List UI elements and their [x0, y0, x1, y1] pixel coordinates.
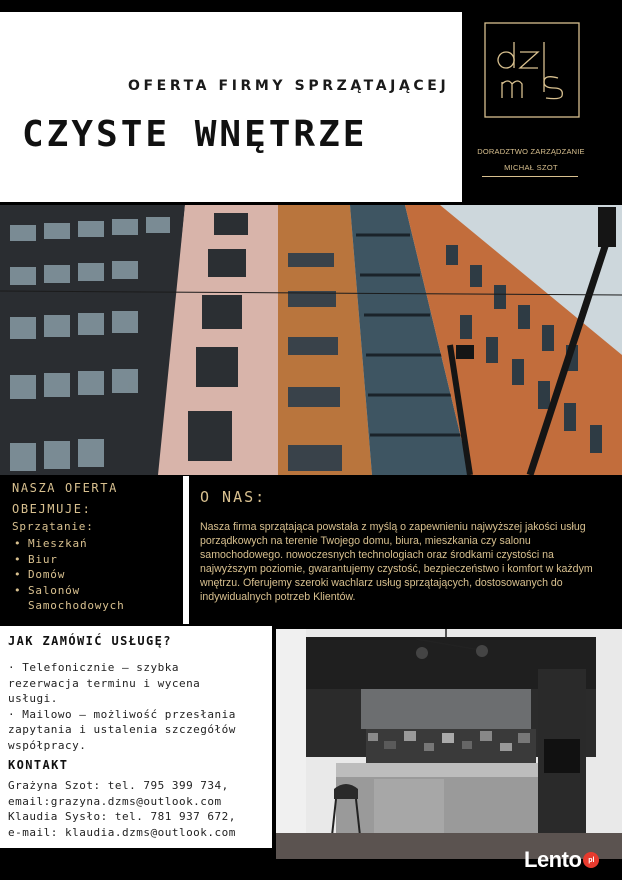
dzms-logo-icon: [484, 22, 580, 118]
building-photo: [0, 205, 622, 475]
order-text: [8, 660, 270, 753]
contact-title: KONTAKT: [8, 758, 69, 772]
brand-underline: [482, 176, 578, 177]
offer-includes: OBEJMUJE:: [12, 502, 92, 516]
list-item: • Mieszkań: [12, 536, 125, 552]
about-text: Nasza firma sprzątająca powstała z myślą o zapewnieniu najwyższej jakości usług porządkowych na terenie Twojego domu, biura, mieszkania czy salonu samochodowego. nowoczesnych technologiach oraz środkami czystości na najwyższym poziomie, gwarantujemy czystość, bezpieczeństwo i komfort w każdym wnętrzu. Oferujemy szeroki wachlarz usług sprzątających, dostosowanych do indywidualnych potrzeb Klientów.: [200, 521, 593, 603]
order-line: zapytania i ustalenia szczegółów: [8, 723, 236, 736]
about-title: O NAS:: [200, 488, 267, 506]
order-line: współpracy.: [8, 738, 87, 752]
lento-logo-text: Lento: [524, 847, 582, 872]
list-item: • Biur: [12, 552, 125, 568]
list-item: Samochodowych: [28, 599, 125, 612]
contact-line: Klaudia Sysło: tel. 781 937 672,: [8, 810, 236, 824]
offer-list: [12, 536, 125, 614]
lento-badge-icon: pl: [583, 852, 599, 868]
order-line: usługi.: [8, 692, 58, 705]
flyer-title: CZYSTE WNĘTRZE: [22, 114, 368, 155]
brand-line-1: DORADZTWO ZARZĄDZANIE: [477, 147, 585, 156]
flyer-subtitle: OFERTA FIRMY SPRZĄTAJĄCEJ: [128, 78, 450, 94]
order-line: rezerwacja terminu i wycena: [8, 676, 201, 690]
list-item: • Domów: [12, 567, 125, 583]
offer-desc: Sprzątanie:: [12, 520, 94, 533]
section-divider: [183, 476, 189, 624]
order-line: · Telefonicznie – szybka: [8, 661, 179, 674]
contact-text: [8, 778, 270, 840]
offer-title: NASZA OFERTA: [12, 481, 118, 495]
order-title: JAK ZAMÓWIĆ USŁUGĘ?: [8, 634, 172, 648]
kitchen-photo: [276, 629, 622, 859]
brand-line-2: MICHAŁ SZOT: [504, 163, 558, 172]
contact-line: Grażyna Szot: tel. 795 399 734,: [8, 779, 229, 792]
header-panel: [0, 12, 462, 202]
order-line: · Mailowo – możliwość przesłania: [8, 707, 236, 721]
list-item: • Salonów: [12, 583, 125, 599]
contact-line: e-mail: klaudia.dzms@outlook.com: [8, 825, 236, 839]
lento-watermark: [524, 846, 599, 874]
contact-line: email:grazyna.dzms@outlook.com: [8, 794, 222, 808]
